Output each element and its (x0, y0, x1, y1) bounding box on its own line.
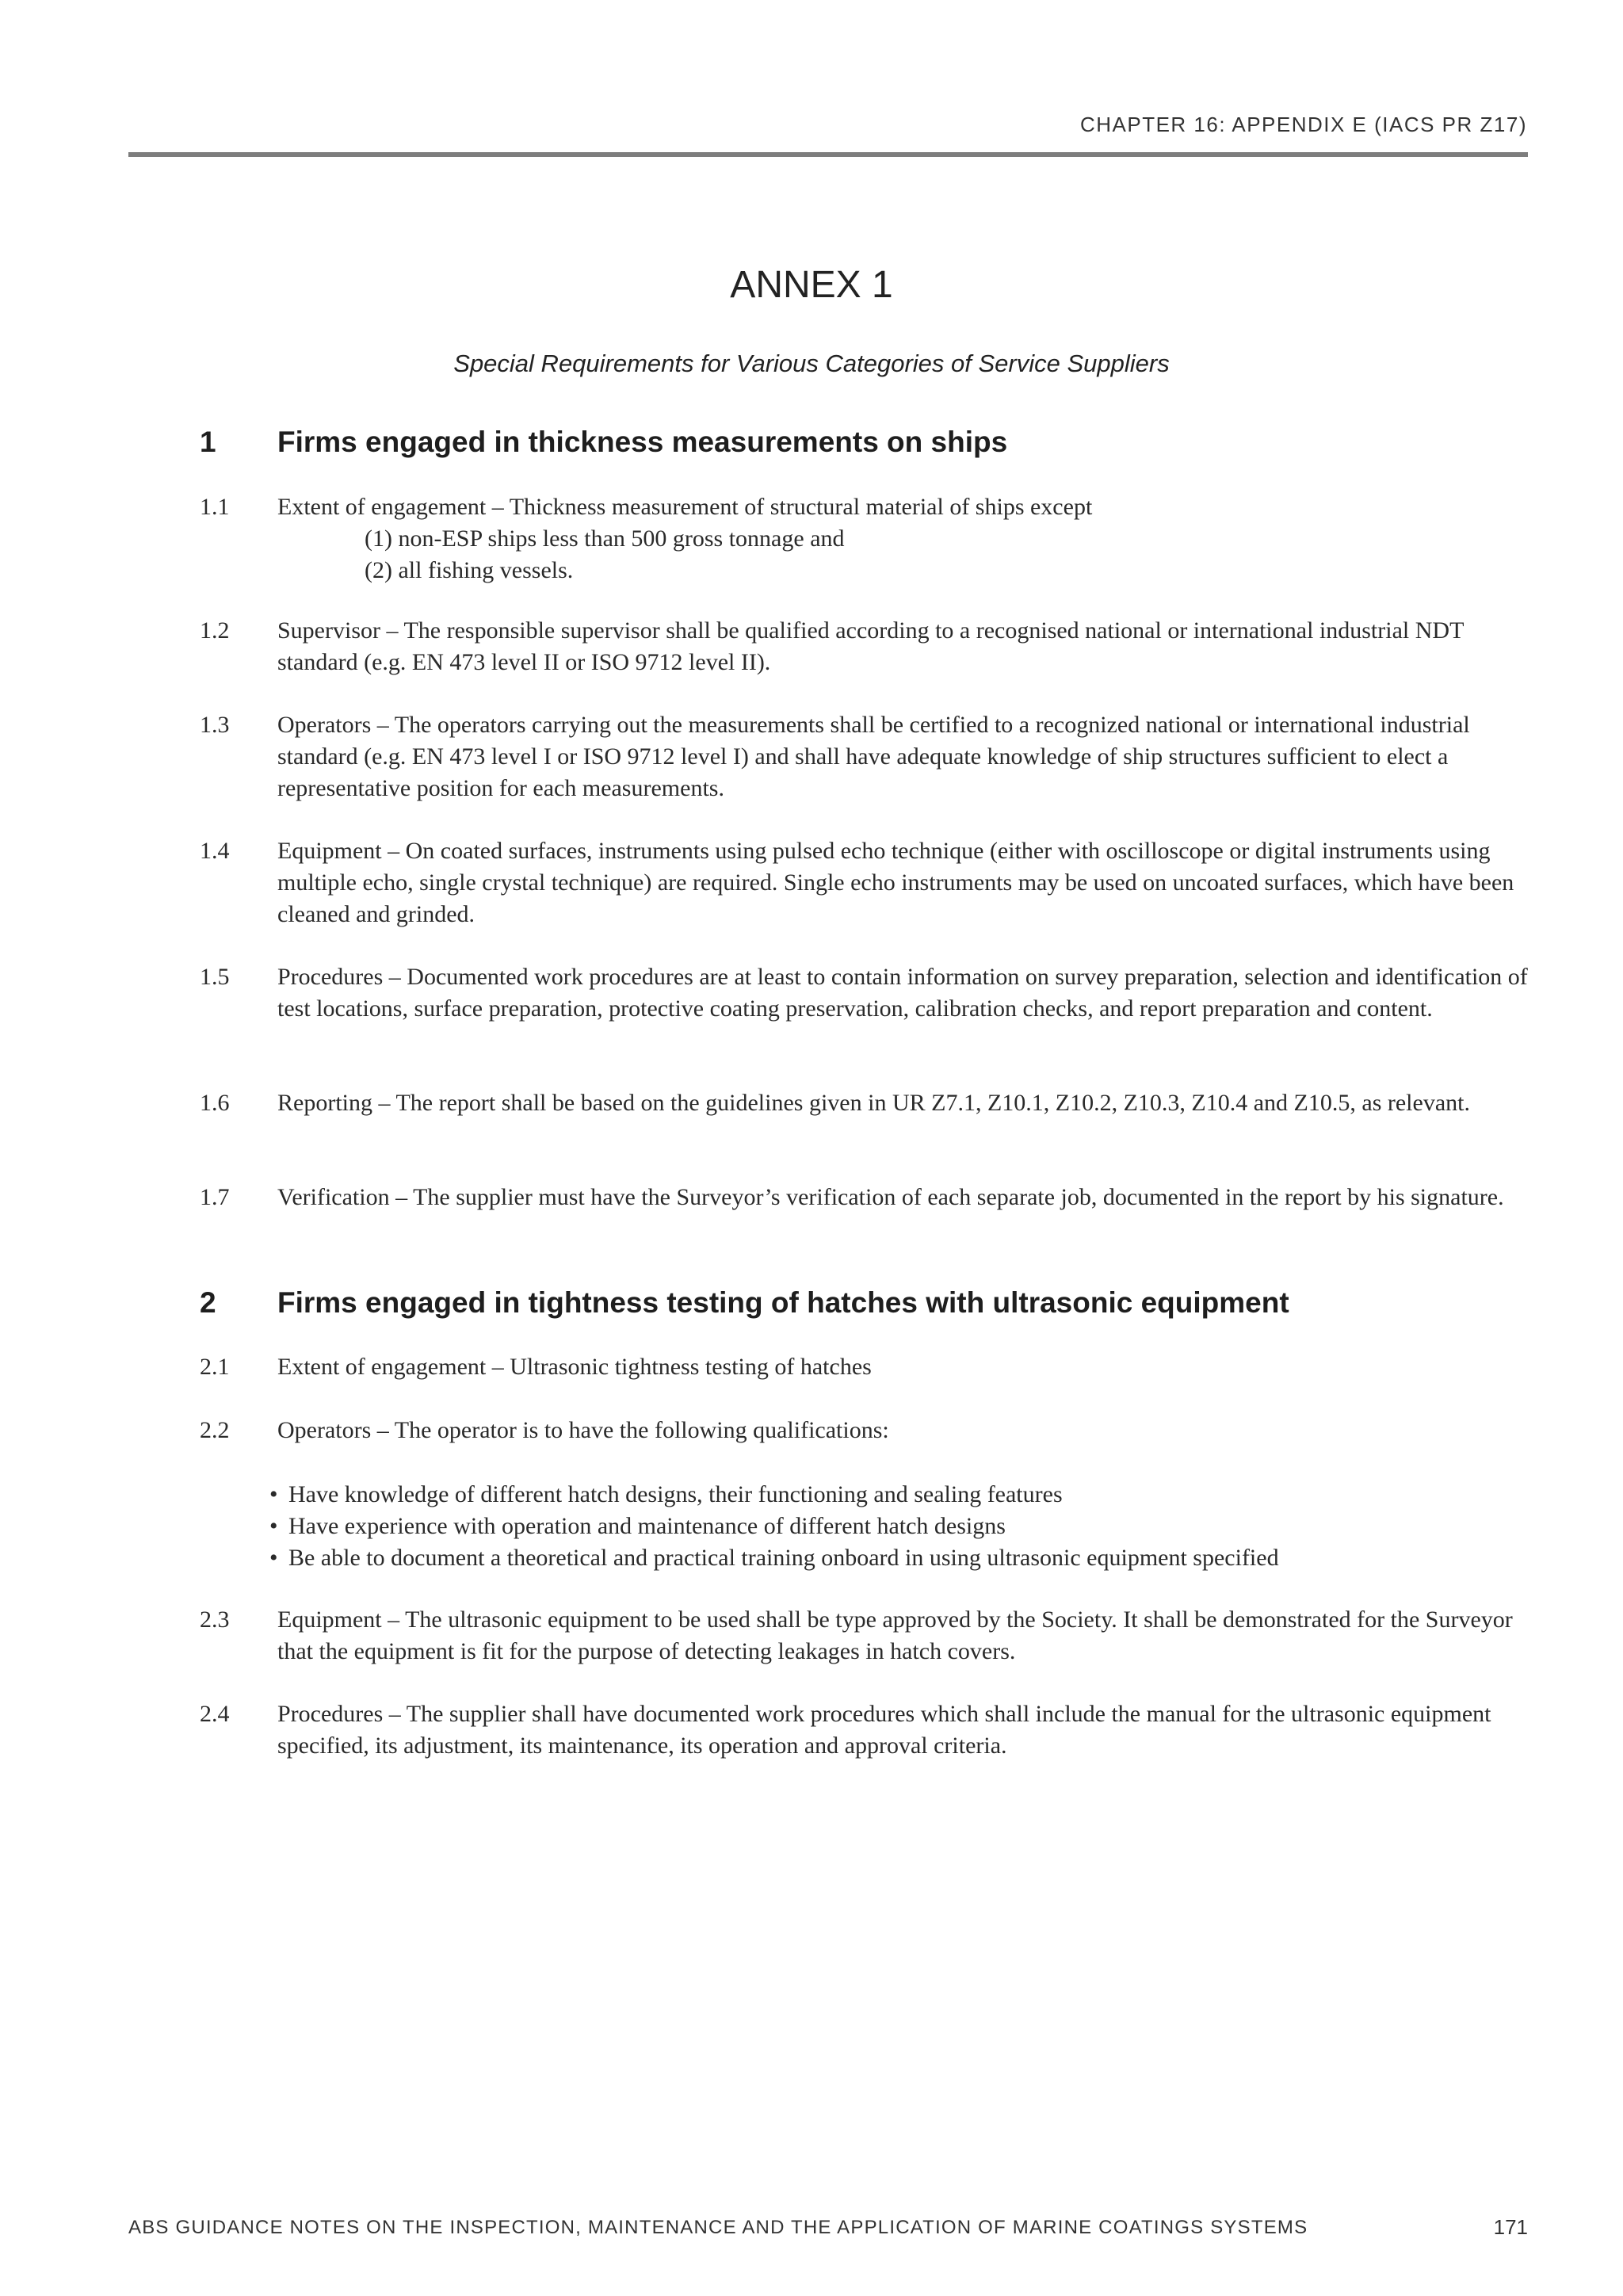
header-rule (128, 152, 1528, 157)
clause-number: 1.7 (200, 1184, 230, 1210)
clause-text: Equipment – On coated surfaces, instruments using pulsed echo technique (either with oscilloscope or digital instruments using multiple echo, single crystal technique) are required. Single echo instruments may be used on uncoated surfaces, which have been cleaned and grinded. (277, 838, 1514, 927)
clause-text: Supervisor – The responsible supervisor shall be qualified according to a recognised national or international industrial NDT standard (e.g. EN 473 level II or ISO 9712 level II). (277, 617, 1464, 675)
clause (200, 1415, 1528, 1446)
clause-text: Reporting – The report shall be based on the guidelines given in UR Z7.1, Z10.1, Z10.2, Z10.3, Z10.4 and Z10.5, as relevant. (277, 1090, 1470, 1116)
clause-number: 2.1 (200, 1354, 230, 1380)
qualification-list (269, 1479, 1537, 1574)
clause (200, 1182, 1528, 1213)
section-number: 2 (200, 1286, 216, 1319)
clause (200, 961, 1528, 1025)
list-item: • Be able to document a theoretical and practical training onboard in using ultrasonic equipment specified (269, 1542, 1537, 1574)
clause-number: 2.4 (200, 1701, 230, 1727)
clause-text: Extent of engagement – Thickness measurement of structural material of ships except (277, 494, 1093, 520)
section-title: Firms engaged in thickness measurements on ships (277, 426, 1008, 458)
clause-number: 1.4 (200, 838, 230, 864)
clause-text: Operators – The operator is to have the following qualifications: (277, 1417, 889, 1443)
clause (200, 709, 1528, 804)
clause-subline: (2) all fishing vessels. (365, 557, 574, 583)
section-title: Firms engaged in tightness testing of hatches with ultrasonic equipment (277, 1286, 1289, 1319)
clause-number: 2.2 (200, 1417, 230, 1443)
clause-number: 1.3 (200, 712, 230, 738)
clause (200, 491, 1528, 586)
list-item: • Have experience with operation and maintenance of different hatch designs (269, 1511, 1537, 1542)
annex-title: ANNEX 1 (730, 264, 893, 306)
clause (200, 1604, 1528, 1668)
footer-publication: ABS GUIDANCE NOTES ON THE INSPECTION, MAINTENANCE AND THE APPLICATION OF MARINE COATINGS SYSTEMS (128, 2217, 1308, 2238)
clause-number: 1.2 (200, 617, 230, 644)
clause-text: Verification – The supplier must have the Surveyor’s verification of each separate job, documented in the report by his signature. (277, 1184, 1504, 1210)
clause-number: 1.5 (200, 964, 230, 990)
clause (200, 1351, 1528, 1383)
clause-number: 2.3 (200, 1606, 230, 1633)
clause-text: Extent of engagement – Ultrasonic tightness testing of hatches (277, 1354, 872, 1380)
clause-subline: (1) non-ESP ships less than 500 gross tonnage and (365, 525, 845, 552)
clause-text: Procedures – The supplier shall have documented work procedures which shall include the manual for the ultrasonic equipment specified, its adjustment, its maintenance, its operation and approval criteria. (277, 1701, 1491, 1759)
list-item: • Have knowledge of different hatch designs, their functioning and sealing features (269, 1479, 1537, 1511)
clause-text: Procedures – Documented work procedures are at least to contain information on survey preparation, selection and identification of test locations, surface preparation, protective coating preservation, calibration checks, and report preparation and content. (277, 964, 1528, 1022)
annex-subtitle: Special Requirements for Various Categories of Service Suppliers (453, 350, 1170, 377)
clause (200, 615, 1528, 678)
running-head: CHAPTER 16: APPENDIX E (IACS PR Z17) (1079, 113, 1527, 136)
clause (200, 1698, 1528, 1762)
clause (200, 1087, 1528, 1119)
clause-number: 1.1 (200, 494, 230, 520)
section-number: 1 (200, 426, 216, 458)
clause (200, 835, 1528, 930)
clause-text: Operators – The operators carrying out the measurements shall be certified to a recognized national or international industrial standard (e.g. EN 473 level I or ISO 9712 level I) and shall have adequate knowledge of ship structures sufficient to elect a representative position for each measurements. (277, 712, 1470, 801)
page-number: 171 (1493, 2215, 1528, 2239)
clause-number: 1.6 (200, 1090, 230, 1116)
clause-text: Equipment – The ultrasonic equipment to be used shall be type approved by the Society. It shall be demonstrated for the Surveyor that the equipment is fit for the purpose of detecting leakages in hatch covers. (277, 1606, 1513, 1664)
